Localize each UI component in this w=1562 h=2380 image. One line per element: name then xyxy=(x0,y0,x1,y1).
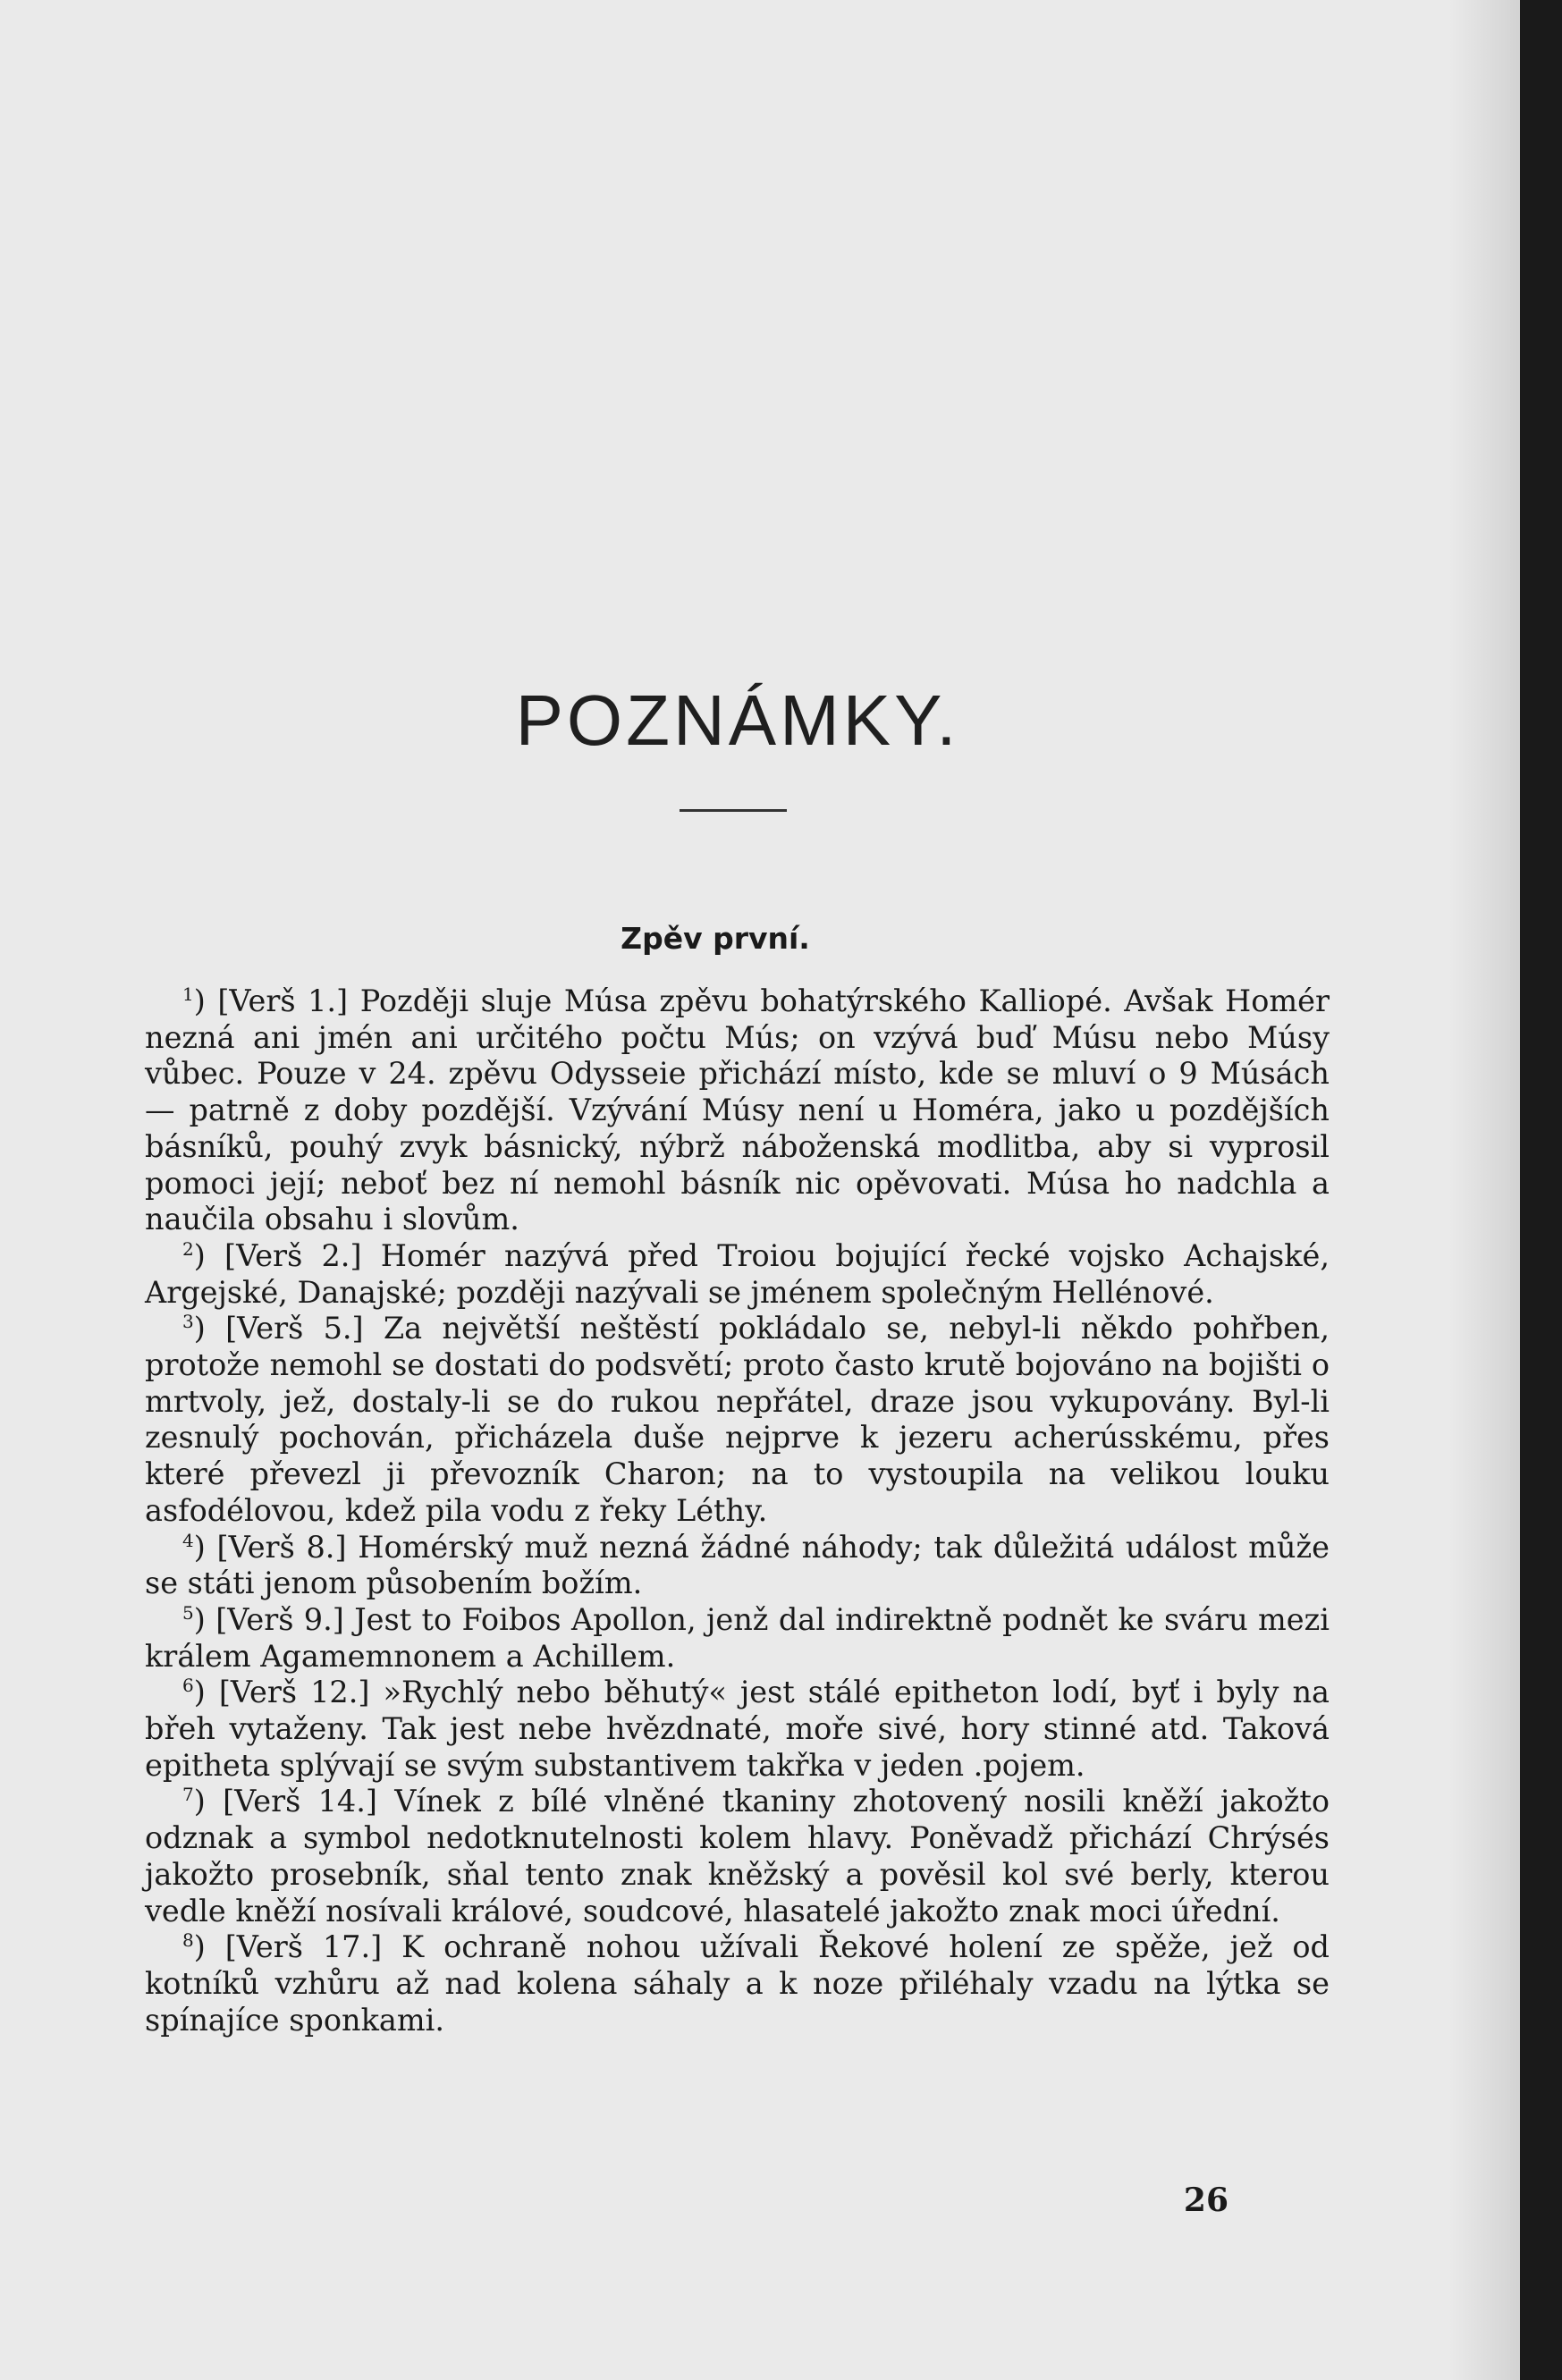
note-item: $^4$) [Verš 8.] Homérský muž nezná žádné náhody; tak důležitá událost může se státi jenom působením božím. xyxy=(145,1529,1330,1601)
note-verse: [Verš 14.] xyxy=(223,1784,377,1819)
note-item: $^3$) [Verš 5.] Za největší neštěstí pokládalo se, nebyl-li někdo pohřben, protože nemohl se dostati do podsvětí; proto často krutě bojováno na bojišti o mrtvoly, jež, dostaly-li se do rukou nepřátel, draze jsou vykupovány. Byl-li zesnulý pochován, přicházela duše nejprve k jezeru acherússkému, přes které převezl ji převozník Charon; na to vystoupila na velikou louku asfodélovou, kdež pila vodu z řeky Léthy. xyxy=(145,1311,1330,1528)
note-text: Homér nazývá před Troiou bojující řecké vojsko Achajské, Argejské, Danajské; později nazývali se jménem společným Hellénové. xyxy=(145,1237,1330,1310)
note-text: Jest to Foibos Apollon, jenž dal indirektně podnět ke sváru mezi králem Agamemnonem a Achillem. xyxy=(145,1601,1330,1674)
note-number: 8 xyxy=(182,1929,194,1952)
note-item: $^6$) [Verš 12.] »Rychlý nebo běhutý« jest stálé epitheton lodí, byť i byly na břeh vytaženy. Tak jest nebe hvězdnaté, moře sivé, hory stinné atd. Taková epitheta splývají se svým substantivem takřka v jeden .pojem. xyxy=(145,1675,1330,1783)
page-title: POZNÁMKY. xyxy=(515,680,960,760)
note-number: 2 xyxy=(182,1237,194,1260)
note-verse: [Verš 9.] xyxy=(215,1601,344,1637)
note-verse: [Verš 17.] xyxy=(224,1929,383,1965)
note-verse: [Verš 2.] xyxy=(224,1237,362,1273)
note-number: 3 xyxy=(182,1311,194,1333)
section-title: Zpěv první. xyxy=(621,921,810,956)
note-text: K ochraně nohou užívali Řekové holení ze spěže, jež od kotníků vzhůru až nad kolena sáhaly a k noze přiléhaly vzadu na lýtka se spínajíce sponkami. xyxy=(145,1929,1330,2038)
notes-list xyxy=(145,983,1330,2038)
title-divider xyxy=(680,809,787,812)
note-number: 7 xyxy=(182,1784,194,1806)
page-edge-shadow xyxy=(1448,0,1520,2380)
note-verse: [Verš 12.] xyxy=(218,1675,370,1710)
note-text: Později sluje Músa zpěvu bohatýrského Kalliopé. Avšak Homér nezná ani jmén ani určitého počtu Mús; on vzývá buď Músu nebo Músy vůbec. Pouze v 24. zpěvu Odysseie přichází místo, kde se mluví o 9 Músách — patrně z doby pozdější. Vzývání Músy není u Homéra, jako u pozdějších básníků, pouhý zvyk básnický, nýbrž náboženská modlitba, aby si vyprosil pomoci její; neboť bez ní nemohl básník nic opěvovati. Músa ho nadchla a naučila obsahu i slovům. xyxy=(145,983,1330,1237)
note-verse: [Verš 8.] xyxy=(216,1529,347,1565)
note-number: 6 xyxy=(182,1675,194,1697)
note-text: Homérský muž nezná žádné náhody; tak důležitá událost může se státi jenom působením božím. xyxy=(145,1529,1330,1601)
note-text: Vínek z bílé vlněné tkaniny zhotovený nosili kněží jakožto odznak a symbol nedotknutelnosti kolem hlavy. Poněvadž přichází Chrýsés jakožto prosebník, sňal tento znak kněžský a pověsil kol své berly, kterou vedle kněží nosívali králové, soudcové, hlasatelé jakožto znak moci úřední. xyxy=(145,1784,1330,1928)
note-item: $^7$) [Verš 14.] Vínek z bílé vlněné tkaniny zhotovený nosili kněží jakožto odznak a symbol nedotknutelnosti kolem hlavy. Poněvadž přichází Chrýsés jakožto prosebník, sňal tento znak kněžský a pověsil kol své berly, kterou vedle kněží nosívali králové, soudcové, hlasatelé jakožto znak moci úřední. xyxy=(145,1784,1330,1928)
note-item: $^2$) [Verš 2.] Homér nazývá před Troiou bojující řecké vojsko Achajské, Argejské, Danajské; později nazývali se jménem společným Hellénové. xyxy=(145,1237,1330,1310)
note-item: $^1$) [Verš 1.] Později sluje Músa zpěvu bohatýrského Kalliopé. Avšak Homér nezná ani jmén ani určitého počtu Mús; on vzývá buď Músu nebo Músy vůbec. Pouze v 24. zpěvu Odysseie přichází místo, kde se mluví o 9 Músách — patrně z doby pozdější. Vzývání Músy není u Homéra, jako u pozdějších básníků, pouhý zvyk básnický, nýbrž náboženská modlitba, aby si vyprosil pomoci její; neboť bez ní nemohl básník nic opěvovati. Músa ho nadchla a naučila obsahu i slovům. xyxy=(145,983,1330,1237)
note-item: $^5$) [Verš 9.] Jest to Foibos Apollon, jenž dal indirektně podnět ke sváru mezi králem Agamemnonem a Achillem. xyxy=(145,1601,1330,1674)
note-item: $^8$) [Verš 17.] K ochraně nohou užívali Řekové holení ze spěže, jež od kotníků vzhůru až nad kolena sáhaly a k noze přiléhaly vzadu na lýtka se spínajíce sponkami. xyxy=(145,1929,1330,2038)
note-text: Za největší neštěstí pokládalo se, nebyl-li někdo pohřben, protože nemohl se dostati do podsvětí; proto často krutě bojováno na bojišti o mrtvoly, jež, dostaly-li se do rukou nepřátel, draze jsou vykupovány. Byl-li zesnulý pochován, přicházela duše nejprve k jezeru acherússkému, přes které převezl ji převozník Charon; na to vystoupila na velikou louku asfodélovou, kdež pila vodu z řeky Léthy. xyxy=(145,1311,1330,1528)
note-text: »Rychlý nebo běhutý« jest stálé epitheton lodí, byť i byly na břeh vytaženy. Tak jest nebe hvězdnaté, moře sivé, hory stinné atd. Taková epitheta splývají se svým substantivem takřka v jeden .pojem. xyxy=(145,1675,1330,1783)
page-number: 26 xyxy=(1183,2182,1228,2219)
scan-border xyxy=(1520,0,1562,2380)
note-number: 4 xyxy=(182,1529,194,1551)
note-number: 1 xyxy=(182,983,194,1005)
note-number: 5 xyxy=(182,1601,194,1624)
note-verse: [Verš 5.] xyxy=(225,1311,364,1346)
note-verse: [Verš 1.] xyxy=(217,983,349,1018)
